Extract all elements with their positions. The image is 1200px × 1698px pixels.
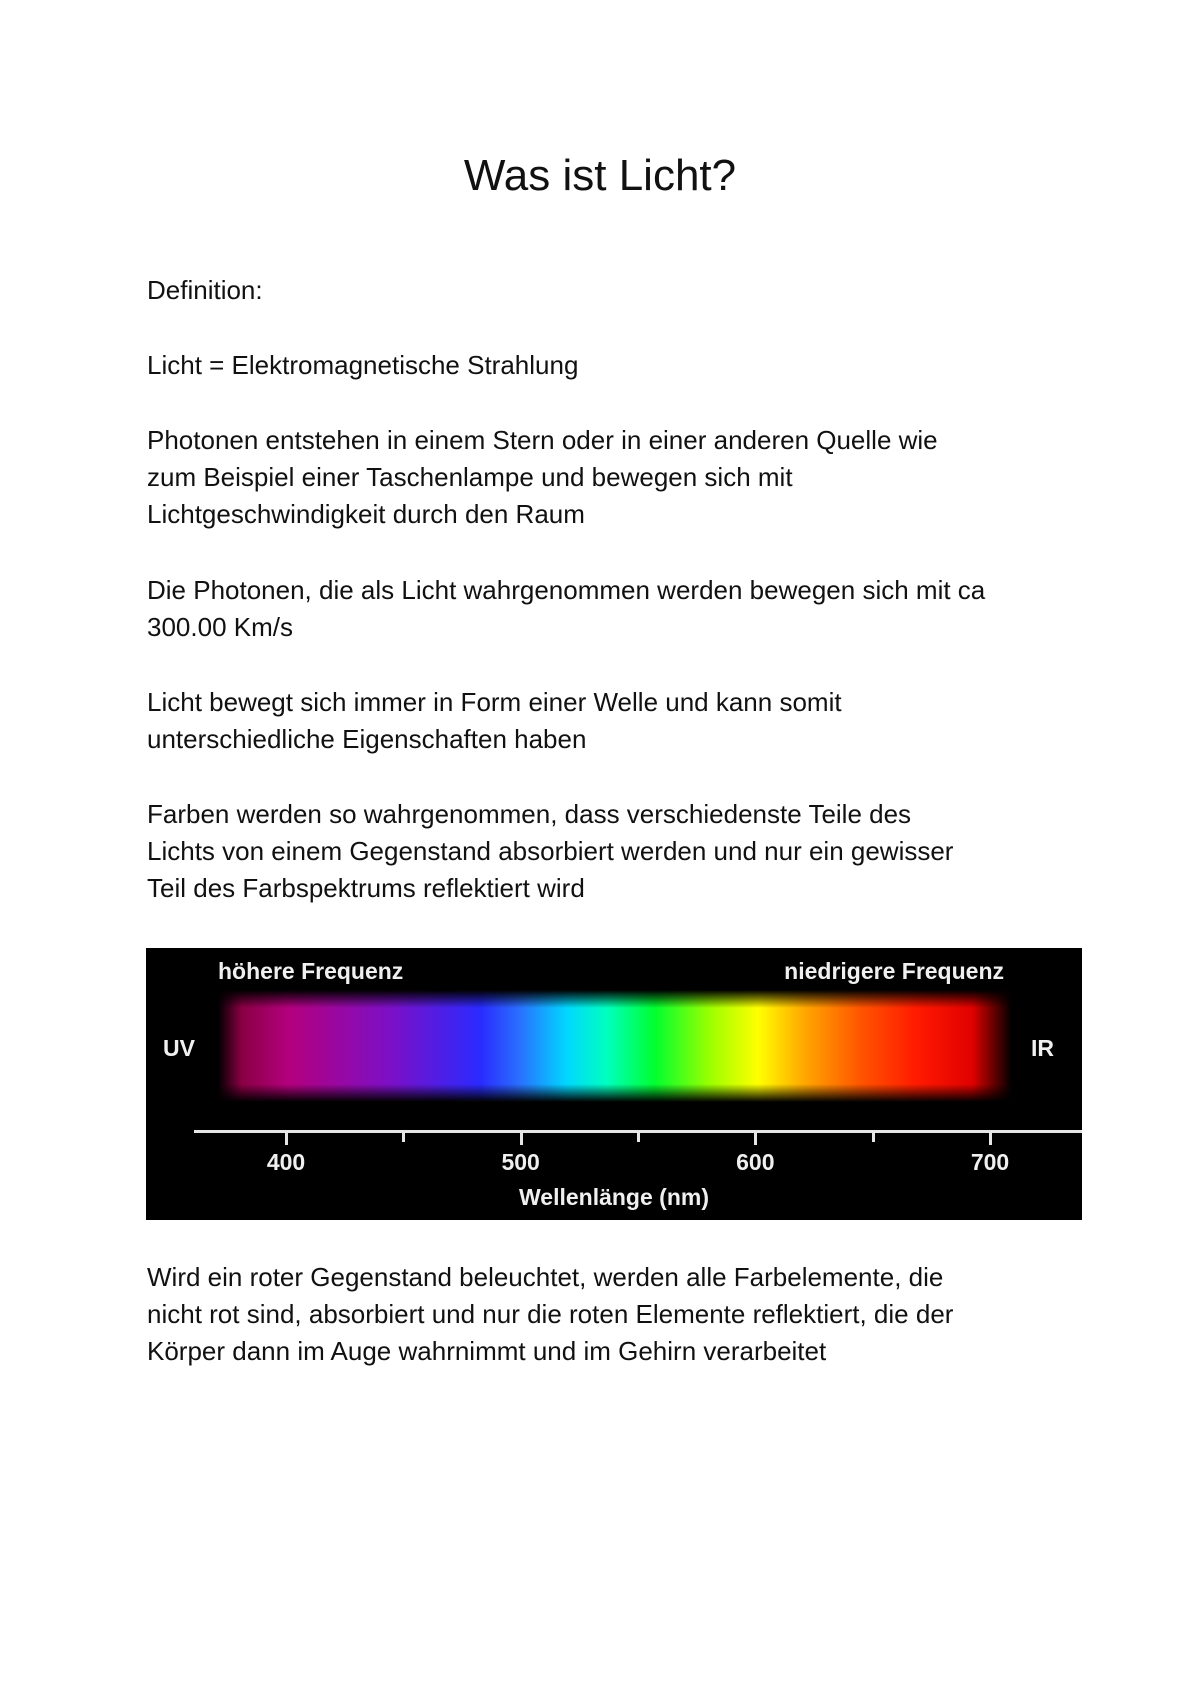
major-tick-500 bbox=[520, 1130, 523, 1145]
higher-frequency-label: höhere Frequenz bbox=[218, 958, 404, 984]
page-title: Was ist Licht? bbox=[463, 151, 737, 200]
color-spectrum-band bbox=[218, 990, 1012, 1102]
minor-tick-650 bbox=[872, 1130, 875, 1142]
major-tick-400 bbox=[285, 1130, 288, 1145]
tick-label-400: 400 bbox=[266, 1149, 306, 1175]
ir-label: IR bbox=[1031, 1035, 1054, 1061]
minor-tick-550 bbox=[637, 1130, 640, 1142]
definition-heading: Definition: bbox=[147, 275, 263, 305]
speed-paragraph: Die Photonen, die als Licht wahrgenommen werden bewegen sich mit ca 300.00 Km/s bbox=[147, 575, 986, 642]
tick-label-600: 600 bbox=[736, 1149, 775, 1175]
wave-paragraph: Licht bewegt sich immer in Form einer Welle und kann somit unterschiedliche Eigenschaften haben bbox=[147, 687, 842, 754]
tick-label-700: 700 bbox=[970, 1149, 1010, 1175]
photons-paragraph: Photonen entstehen in einem Stern oder in einer anderen Quelle wie zum Beispiel einer Taschenlampe und bewegen sich mit Lichtgeschwindigkeit durch den Raum bbox=[147, 425, 938, 529]
wavelength-axis-title: Wellenlänge (nm) bbox=[519, 1184, 709, 1210]
red-object-paragraph: Wird ein roter Gegenstand beleuchtet, werden alle Farbelemente, die nicht rot sind, absorbiert und nur die roten Elemente reflektiert, die der Körper dann im Auge wahrnimmt und im Gehirn verarbeitet bbox=[147, 1262, 954, 1366]
major-tick-600 bbox=[754, 1130, 757, 1145]
light-spectrum-figure bbox=[146, 948, 1082, 1220]
major-tick-700 bbox=[989, 1130, 992, 1145]
definition-paragraph: Licht = Elektromagnetische Strahlung bbox=[147, 350, 579, 380]
colors-paragraph: Farben werden so wahrgenommen, dass verschiedenste Teile des Lichts von einem Gegenstand absorbiert werden und nur ein gewisser Teil des Farbspektrums reflektiert wird bbox=[147, 799, 954, 903]
minor-tick-450 bbox=[402, 1130, 405, 1142]
lower-frequency-label: niedrigere Frequenz bbox=[784, 958, 1004, 984]
uv-label: UV bbox=[163, 1035, 195, 1061]
tick-label-500: 500 bbox=[501, 1149, 540, 1175]
